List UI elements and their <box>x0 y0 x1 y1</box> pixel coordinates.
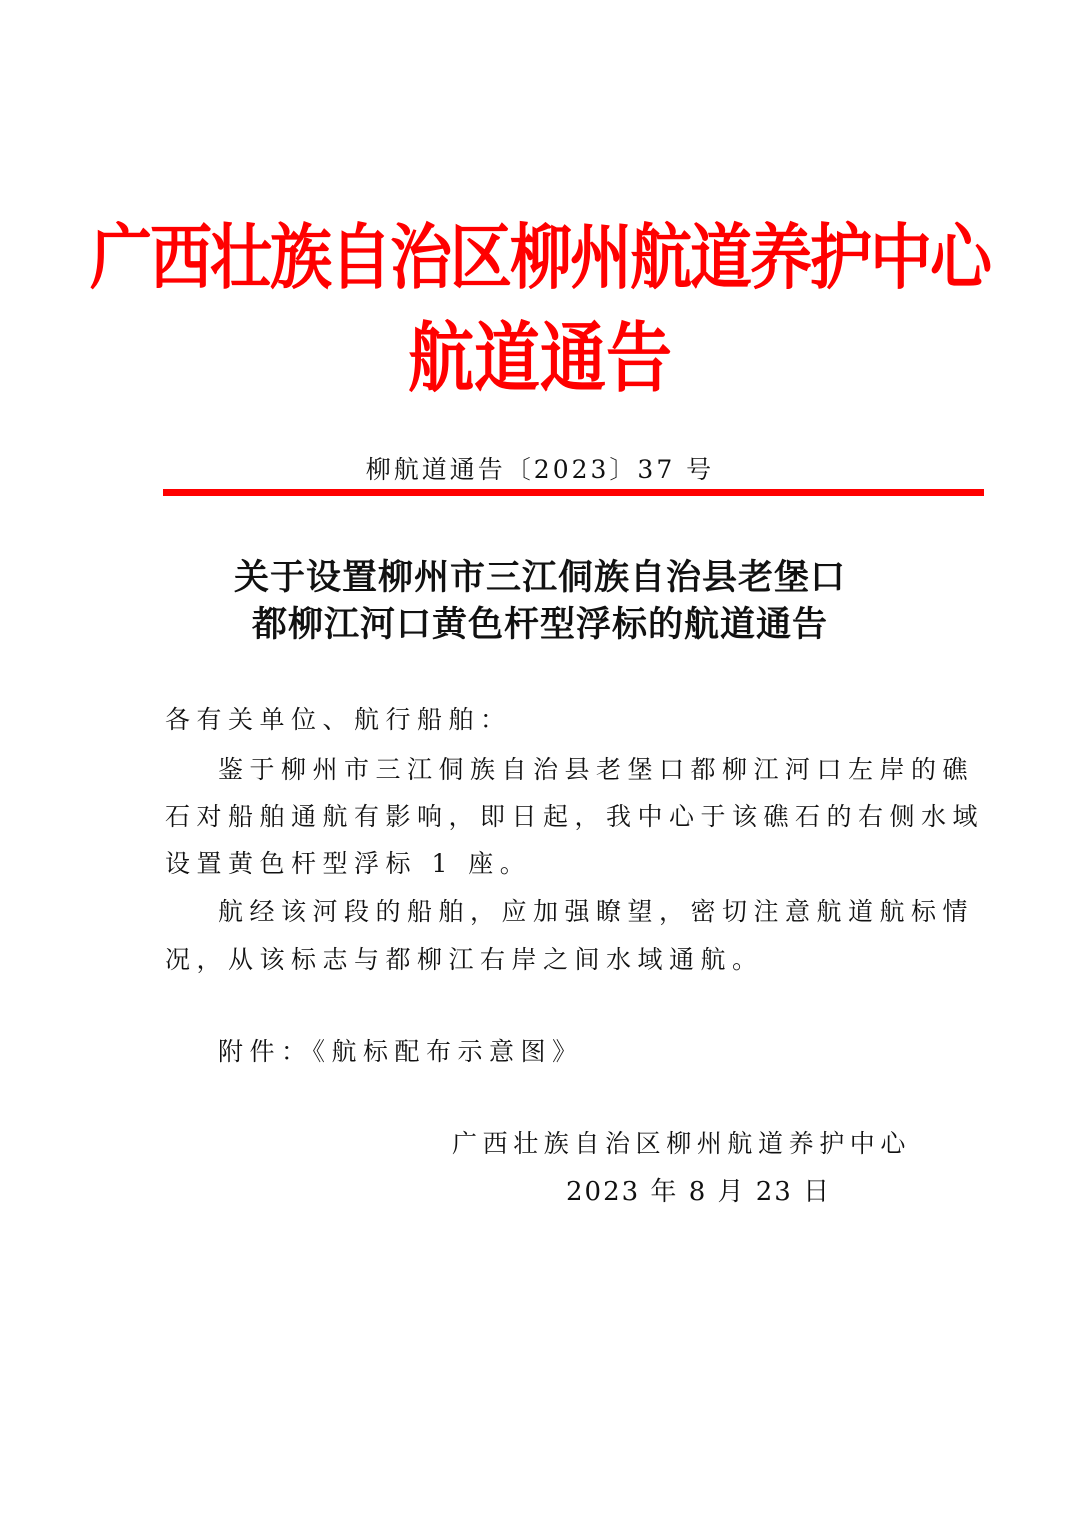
doc-type-heading: 航道通告 <box>408 313 672 403</box>
issuer-signature: 广西壮族自治区柳州航道养护中心 <box>452 1129 912 1158</box>
issue-date: 2023 年 8 月 23 日 <box>566 1177 832 1207</box>
attachment-note: 附件：《航标配布示意图》 <box>218 1037 584 1066</box>
paragraph-1-line: 设置黄色杆型浮标 1 座。 <box>165 849 532 878</box>
notice-title-line-1: 关于设置柳州市三江侗族自治县老堡口 <box>233 557 846 598</box>
salutation: 各有关单位、航行船舶： <box>165 705 512 734</box>
paragraph-2-line: 况，从该标志与都柳江右岸之间水域通航。 <box>165 945 764 974</box>
paragraph-1-line: 石对船舶通航有影响，即日起，我中心于该礁石的右侧水域 <box>165 802 985 831</box>
paragraph-2-line: 航经该河段的船舶，应加强瞭望，密切注意航道航标情 <box>218 897 975 926</box>
document-number: 柳航道通告〔2023〕37 号 <box>365 455 715 484</box>
red-divider-line <box>163 489 984 496</box>
org-name-heading: 广西壮族自治区柳州航道养护中心 <box>89 215 990 300</box>
paragraph-1-line: 鉴于柳州市三江侗族自治县老堡口都柳江河口左岸的礁 <box>218 755 975 784</box>
notice-title-line-2: 都柳江河口黄色杆型浮标的航道通告 <box>251 604 828 645</box>
